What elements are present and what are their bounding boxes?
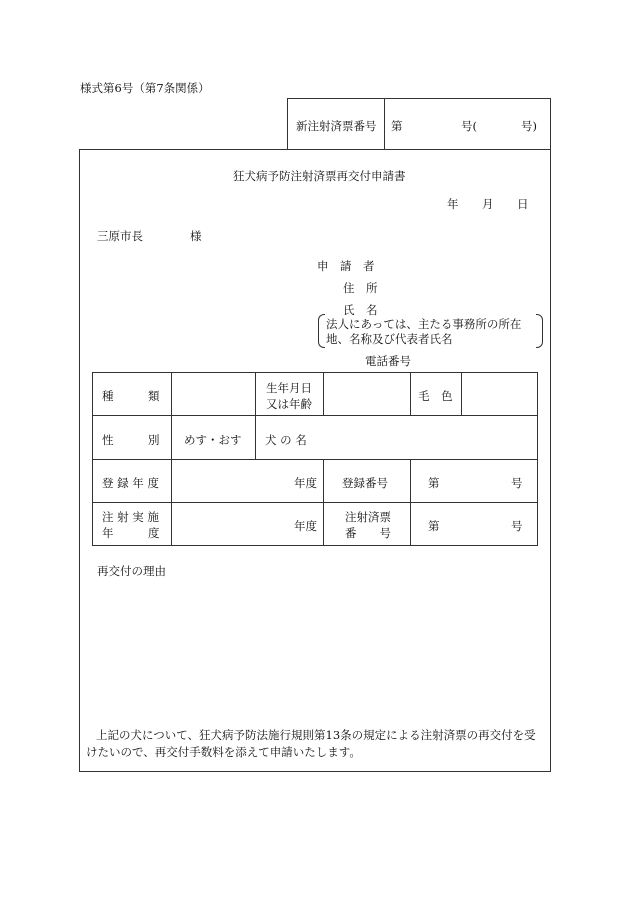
date-month-label: 月 [482,197,494,211]
registration-year-label: 登 録 年 度 [102,476,159,490]
new-ticket-number-label: 新注射済票番号 [296,119,377,133]
new-ticket-go: 号( [461,119,477,133]
corporation-note-line2: 地、名称及び代表者氏名 [326,332,453,346]
bracket-left [318,314,325,348]
vaccination-year-suffix: 年度 [294,519,317,533]
applicant-address-label: 住 所 [343,281,378,295]
registration-number-label: 登録番号 [342,476,388,490]
corporation-note-line1: 法人にあっては、主たる事務所の所在 [326,317,522,331]
coat-color-label: 毛 色 [418,389,453,403]
applicant-heading: 申 請 者 [317,259,375,273]
declaration-line2: けたいので、再交付手数料を添えて申請いたします。 [86,745,361,759]
dog-name-label: 犬 の 名 [265,433,307,447]
table-line [92,502,538,503]
new-ticket-go-close: 号) [521,119,537,133]
registration-year-suffix: 年度 [294,476,317,490]
applicant-phone-label: 電話番号 [365,354,411,368]
bracket-right [536,314,543,348]
table-line [323,459,324,546]
table-line [92,459,538,460]
table-line [410,372,411,416]
vaccination-year-label-line2: 年 度 [102,526,160,540]
registration-number-dai: 第 [428,476,440,490]
new-ticket-dai: 第 [391,119,403,133]
ticket-number-label-line1: 注射済票 [345,510,391,524]
divider [384,99,385,150]
sex-value: めす・おす [184,433,242,447]
breed-label: 種 類 [102,389,160,403]
form-number-label: 様式第6号（第7条関係） [80,81,210,95]
addressee-honorific: 様 [190,229,202,243]
table-line [92,415,538,416]
table-line [323,372,324,416]
table-line [410,459,411,546]
sex-label: 性 別 [102,433,160,447]
applicant-name-label: 氏 名 [343,303,378,317]
vaccination-year-label-line1: 注 射 実 施 [102,510,159,524]
declaration-line1: 上記の犬について、狂犬病予防法施行規則第13条の規定による注射済票の再交付を受 [96,728,536,742]
table-line [171,372,172,546]
reason-label: 再交付の理由 [97,564,166,578]
addressee-city: 三原市長 [97,229,143,243]
ticket-number-dai: 第 [428,519,440,533]
ticket-number-label-line2: 番 号 [345,526,391,540]
date-year-label: 年 [447,197,459,211]
ticket-number-go: 号 [511,519,523,533]
table-line [461,372,462,416]
registration-number-go: 号 [511,476,523,490]
document-title: 狂犬病予防注射済票再交付申請書 [233,169,406,183]
birth-label-line1: 生年月日 [266,381,312,395]
table-line [92,545,538,546]
table-line [255,372,256,460]
table-line [92,372,538,373]
birth-label-line2: 又は年齢 [266,397,312,411]
date-day-label: 日 [517,197,529,211]
